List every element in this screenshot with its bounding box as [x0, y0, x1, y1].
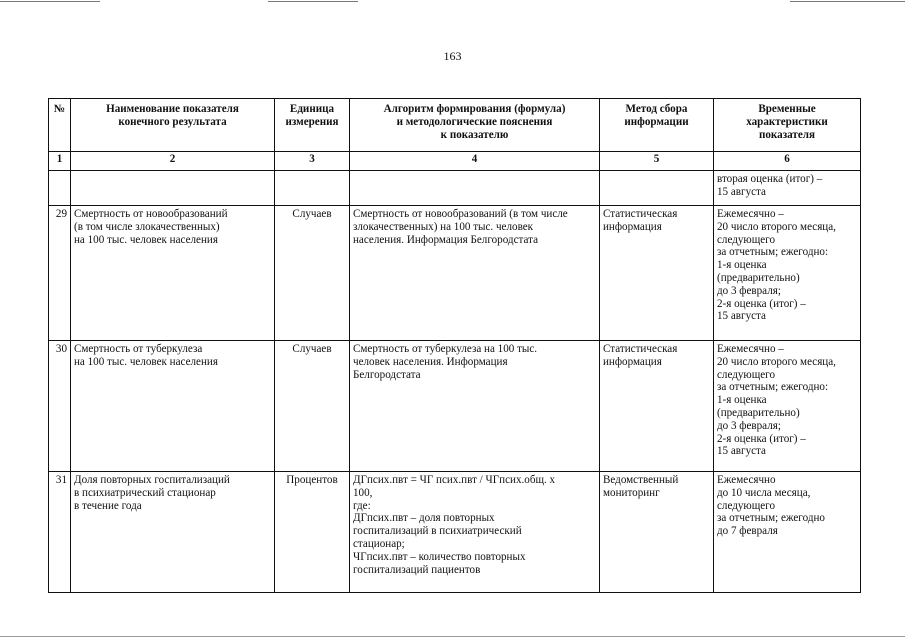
text-line: информация — [603, 220, 662, 233]
text-line: госпитализаций в психиатрический — [353, 525, 522, 538]
text-line: ЧГпсих.пвт – количество повторных — [353, 550, 526, 563]
column-numbers-row — [49, 152, 861, 171]
text-line: Смертность от туберкулеза — [74, 343, 203, 355]
cell-method — [600, 206, 714, 341]
text-line: Ежемесячно – — [717, 343, 784, 355]
text-line: Доля повторных госпитализаций — [74, 474, 230, 486]
text-line: на 100 тыс. человек населения — [74, 355, 218, 368]
table-row — [49, 341, 861, 472]
column-number: 6 — [714, 152, 861, 171]
cell-indicator-name — [71, 341, 275, 472]
text-line: Наименование показателя — [106, 103, 239, 115]
text-line: злокачественных) на 100 тыс. человек — [353, 220, 534, 233]
text-line: 15 августа — [717, 185, 766, 198]
column-number: 4 — [350, 152, 600, 171]
scan-edge-bottom — [0, 636, 905, 637]
cell-method — [600, 341, 714, 472]
cell-empty — [600, 171, 714, 206]
text-line: № — [53, 103, 66, 115]
cell-unit: Случаев — [275, 341, 350, 472]
cell-indicator-name — [71, 206, 275, 341]
text-line: в течение года — [74, 499, 142, 512]
text-line: следующего — [717, 368, 776, 381]
text-line: где: — [353, 499, 371, 512]
text-line: Смертность от туберкулеза на 100 тыс. — [353, 343, 538, 355]
text-line: информации — [624, 115, 689, 128]
text-line: мониторинг — [603, 486, 660, 499]
header-timing — [714, 99, 861, 152]
text-line: в психиатрический стационар — [74, 486, 216, 499]
cell-indicator-name — [71, 472, 275, 593]
header-algorithm — [350, 99, 600, 152]
text-line: следующего — [717, 233, 776, 246]
text-line: и методологические пояснения — [396, 115, 553, 128]
text-line: Смертность от новообразований — [74, 208, 228, 220]
table-row — [49, 472, 861, 593]
text-line: 100, — [353, 486, 373, 499]
text-line: за отчетным; ежегодно: — [717, 246, 829, 259]
text-line: информация — [603, 355, 662, 368]
text-line: на 100 тыс. человек населения — [74, 233, 218, 246]
text-line: до 10 числа месяца, — [717, 486, 811, 499]
table-header-row — [49, 99, 861, 152]
header-number — [49, 99, 71, 152]
text-line: 15 августа — [717, 445, 766, 458]
text-line: до 3 февраля; — [717, 284, 781, 297]
text-line: показателя — [758, 128, 816, 141]
column-number: 2 — [71, 152, 275, 171]
column-number: 3 — [275, 152, 350, 171]
cell-empty — [71, 171, 275, 206]
header-method — [600, 99, 714, 152]
cell-timing — [714, 171, 861, 206]
text-line: Алгоритм формирования (формула) — [383, 103, 566, 115]
cell-algorithm — [350, 341, 600, 472]
text-line: следующего — [717, 499, 776, 512]
cell-number: 29 — [49, 206, 71, 341]
text-line: человек населения. Информация — [353, 355, 508, 368]
text-line: к показателю — [440, 128, 509, 141]
text-line: Единица — [289, 103, 335, 115]
cell-timing — [714, 472, 861, 593]
text-line: до 3 февраля; — [717, 419, 781, 432]
text-line: до 7 февраля — [717, 525, 778, 538]
text-line: измерения — [285, 115, 339, 128]
scan-edge-top-left — [0, 1, 100, 2]
text-line: 20 число второго месяца, — [717, 220, 836, 233]
text-line: вторая оценка (итог) – — [717, 173, 823, 185]
text-line: 2-я оценка (итог) – — [717, 297, 806, 310]
text-line: Ежемесячно – — [717, 208, 784, 220]
header-unit — [275, 99, 350, 152]
cell-unit: Случаев — [275, 206, 350, 341]
text-line: ДГпсих.пвт – доля повторных — [353, 512, 495, 525]
text-line: стационар; — [353, 537, 405, 550]
text-line: (предварительно) — [717, 406, 800, 419]
cell-algorithm — [350, 472, 600, 593]
cell-timing — [714, 341, 861, 472]
continuation-row — [49, 171, 861, 206]
cell-number: 30 — [49, 341, 71, 472]
column-number: 1 — [49, 152, 71, 171]
scan-edge-top-middle — [268, 1, 358, 2]
text-line: госпитализаций пациентов — [353, 563, 481, 576]
text-line: населения. Информация Белгородстата — [353, 233, 539, 246]
page-number: 163 — [443, 49, 462, 63]
text-line: Метод сбора — [625, 103, 688, 115]
text-line: конечного результата — [118, 115, 227, 128]
text-line: характеристики — [746, 115, 828, 128]
text-line: за отчетным; ежегодно: — [717, 381, 829, 394]
text-line: Временные — [758, 103, 816, 115]
cell-method — [600, 472, 714, 593]
text-line: Ежемесячно — [717, 474, 776, 486]
text-line: Белгородстата — [353, 368, 421, 381]
text-line: (предварительно) — [717, 271, 800, 284]
text-line: ДГпсих.пвт = ЧГ псих.пвт / ЧГпсих.общ. х — [353, 474, 556, 486]
cell-empty — [275, 171, 350, 206]
text-line: 15 августа — [717, 310, 766, 323]
cell-algorithm — [350, 206, 600, 341]
text-line: 1-я оценка — [717, 394, 767, 407]
table-row — [49, 206, 861, 341]
text-line: Ведомственный — [603, 474, 679, 486]
text-line: за отчетным; ежегодно — [717, 512, 825, 525]
text-line: (в том числе злокачественных) — [74, 220, 220, 233]
cell-unit: Процентов — [275, 472, 350, 593]
text-line: Смертность от новообразований (в том числе — [353, 208, 568, 220]
text-line: 20 число второго месяца, — [717, 355, 836, 368]
text-line: 1-я оценка — [717, 259, 767, 272]
text-line: 2-я оценка (итог) – — [717, 432, 806, 445]
column-number: 5 — [600, 152, 714, 171]
text-line: Статистическая — [603, 208, 678, 220]
cell-empty — [350, 171, 600, 206]
scan-edge-top-right — [790, 1, 905, 2]
text-line: Статистическая — [603, 343, 678, 355]
indicators-table — [48, 98, 861, 593]
header-indicator-name — [71, 99, 275, 152]
cell-number: 31 — [49, 472, 71, 593]
cell-empty — [49, 171, 71, 206]
cell-timing — [714, 206, 861, 341]
